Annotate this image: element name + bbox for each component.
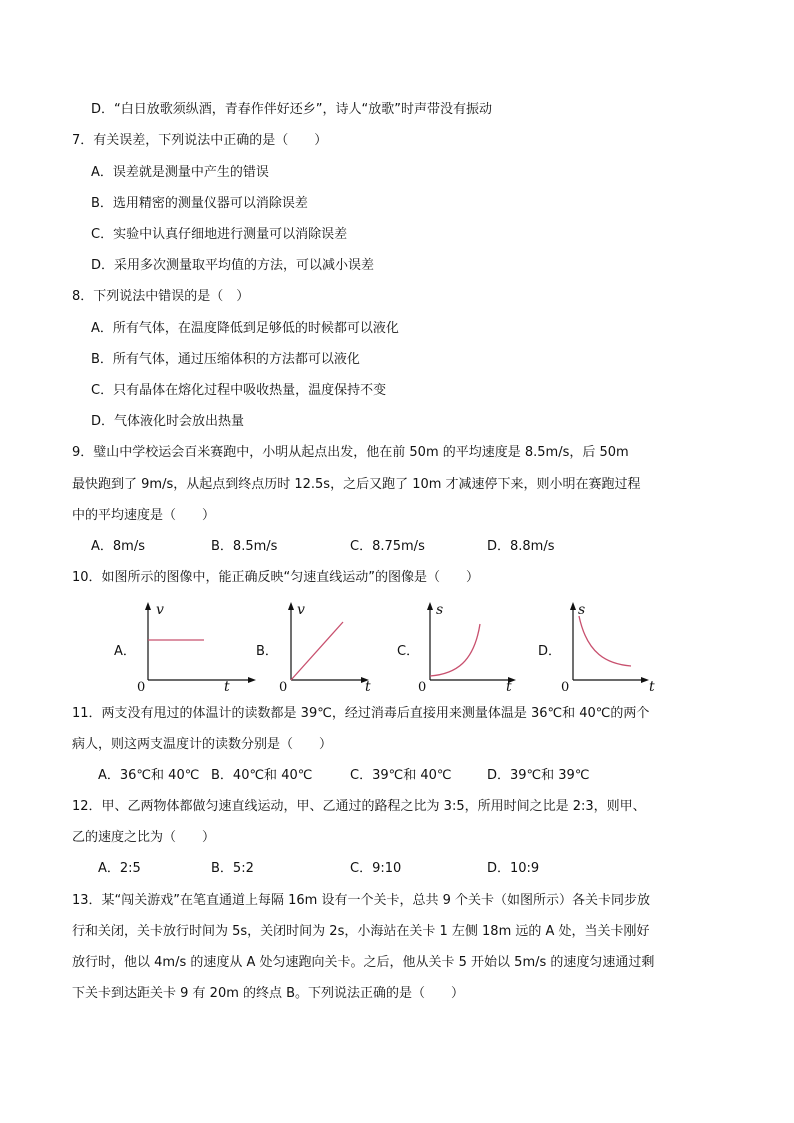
q11-stem-line2: 病人，则这两支温度计的读数分别是（ ） — [72, 737, 333, 752]
q9-option-d: D．8.8m/s — [487, 539, 555, 554]
q10-graph-d-label: D． — [538, 644, 562, 659]
graph-curve — [291, 622, 343, 680]
q9-stem-line2: 最快跑到了 9m/s，从起点到终点历时 12.5s，之后又跑了 10m 才减速停下来，则小明在赛跑过程 — [72, 477, 641, 492]
x-axis-label: t — [649, 679, 655, 693]
graph-curve — [579, 616, 631, 666]
q8-stem: 8．下列说法中错误的是（ ） — [72, 289, 250, 304]
q9-stem-line3: 中的平均速度是（ ） — [72, 508, 216, 523]
q7-stem: 7．有关误差，下列说法中正确的是（ ） — [72, 133, 328, 148]
origin-label: 0 — [561, 680, 570, 693]
q8-option-a: A．所有气体，在温度降低到足够低的时候都可以液化 — [91, 321, 399, 336]
q10-graph-d — [557, 598, 697, 693]
graph-curve — [430, 624, 480, 676]
q6-option-d: D．“白日放歌须纵酒，青春作伴好还乡”，诗人“放歌”时声带没有振动 — [91, 102, 492, 117]
y-axis-label: s — [578, 602, 586, 618]
q12-option-b: B．5:2 — [211, 861, 254, 876]
q13-stem-line3: 放行时，他以 4m/s 的速度从 A 处匀速跑向关卡。之后，他从关卡 5 开始以 5m/s 的速度匀速通过剩 — [72, 955, 655, 970]
y-axis-label: s — [436, 602, 444, 618]
q12-stem-line1: 12．甲、乙两物体都做匀速直线运动，甲、乙通过的路程之比为 3:5，所用时间之比是 2:3，则甲、 — [72, 799, 646, 814]
x-axis-label: t — [224, 679, 230, 693]
q12-choices — [0, 861, 794, 877]
q8-option-d: D．气体液化时会放出热量 — [91, 414, 245, 429]
q12-option-d: D．10:9 — [487, 861, 540, 876]
q12-option-c: C．9:10 — [350, 861, 402, 876]
q9-stem-line1: 9．璧山中学校运会百米赛跑中，小明从起点出发，他在前 50m 的平均速度是 8.5m/s，后 50m — [72, 445, 629, 460]
origin-label: 0 — [279, 680, 288, 693]
q10-stem: 10．如图所示的图像中，能正确反映“匀速直线运动”的图像是（ ） — [72, 570, 480, 585]
q11-choices — [0, 768, 794, 784]
q7-option-c: C．实验中认真仔细地进行测量可以消除误差 — [91, 227, 348, 242]
q10-graph-b-label: B． — [256, 644, 278, 659]
q11-option-c: C．39℃和 40℃ — [350, 768, 452, 783]
q13-stem-line4: 下关卡到达距关卡 9 有 20m 的终点 B。下列说法正确的是（ ） — [72, 986, 465, 1001]
q11-option-d: D．39℃和 39℃ — [487, 768, 590, 783]
y-axis-label: v — [156, 602, 164, 618]
q10-graph-a — [132, 598, 272, 693]
q13-stem-line2: 行和关闭，关卡放行时间为 5s，关闭时间为 2s，小海站在关卡 1 左侧 18m 远的 A 处，当关卡刚好 — [72, 924, 650, 939]
q9-option-b: B．8.5m/s — [211, 539, 278, 554]
q7-option-d: D．采用多次测量取平均值的方法，可以减小误差 — [91, 258, 375, 273]
q10-graph-c — [414, 598, 554, 693]
origin-label: 0 — [137, 680, 146, 693]
q11-option-b: B．40℃和 40℃ — [211, 768, 313, 783]
q7-option-a: A．误差就是测量中产生的错误 — [91, 165, 269, 180]
x-axis-arrow-icon — [641, 677, 649, 683]
y-axis-label: v — [297, 602, 305, 618]
q9-option-a: A．8m/s — [91, 539, 145, 554]
origin-label: 0 — [418, 680, 427, 693]
x-axis-label: t — [365, 679, 371, 693]
q9-choices — [0, 539, 794, 555]
q10-graph-b — [275, 598, 415, 693]
q7-option-b: B．选用精密的测量仪器可以消除误差 — [91, 196, 308, 211]
q8-option-c: C．只有晶体在熔化过程中吸收热量，温度保持不变 — [91, 383, 387, 398]
q11-option-a: A．36℃和 40℃ — [98, 768, 200, 783]
y-axis-arrow-icon — [145, 602, 151, 610]
q13-stem-line1: 13．某“闯关游戏”在笔直通道上每隔 16m 设有一个关卡，总共 9 个关卡（如图所示）各关卡同步放 — [72, 893, 651, 908]
y-axis-arrow-icon — [288, 602, 294, 610]
q10-graph-a-label: A． — [114, 644, 136, 659]
q9-option-c: C．8.75m/s — [350, 539, 425, 554]
q12-stem-line2: 乙的速度之比为（ ） — [72, 830, 216, 845]
y-axis-arrow-icon — [427, 602, 433, 610]
q12-option-a: A．2:5 — [98, 861, 141, 876]
q10-graph-c-label: C． — [397, 644, 420, 659]
q8-option-b: B．所有气体，通过压缩体积的方法都可以液化 — [91, 352, 360, 367]
q11-stem-line1: 11．两支没有甩过的体温计的读数都是 39℃，经过消毒后直接用来测量体温是 36℃和 40℃的两个 — [72, 706, 650, 721]
x-axis-label: t — [506, 679, 512, 693]
y-axis-arrow-icon — [570, 602, 576, 610]
x-axis-arrow-icon — [248, 677, 256, 683]
